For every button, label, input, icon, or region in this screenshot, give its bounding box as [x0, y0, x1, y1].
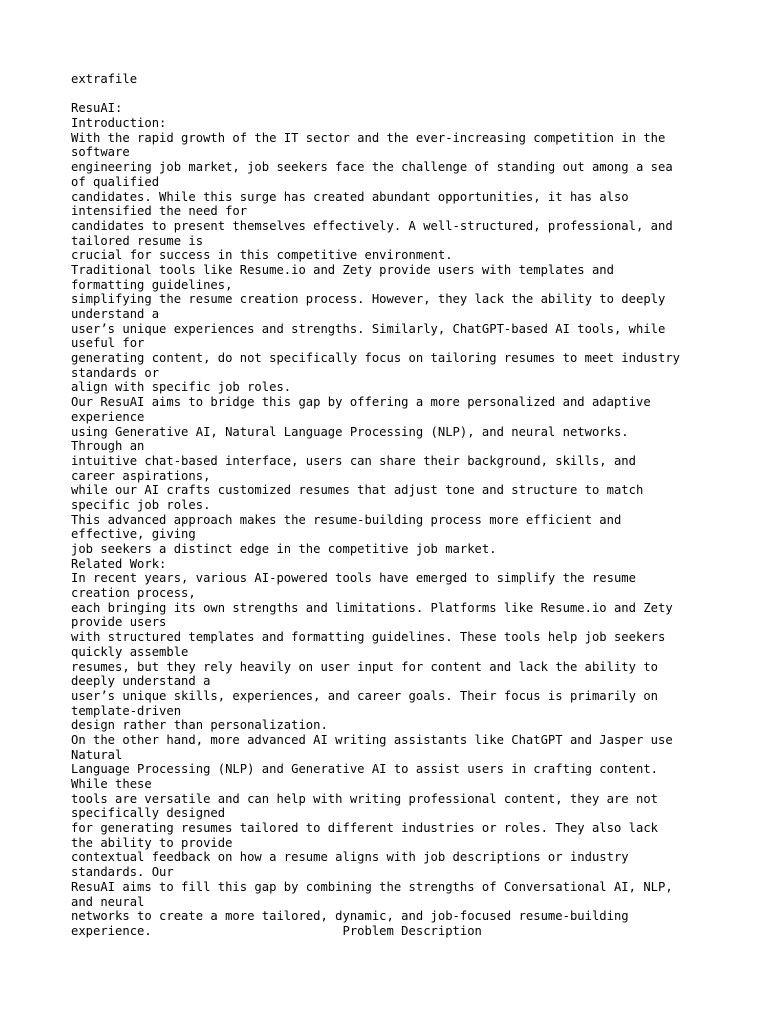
text-line: tools are versatile and can help with writing professional content, they are not [71, 791, 658, 806]
text-line: and neural [71, 894, 145, 909]
text-line: quickly assemble [71, 644, 189, 659]
text-line: for generating resumes tailored to different industries or roles. They also lack [71, 821, 658, 836]
document-body [71, 72, 711, 939]
text-line: the ability to provide [71, 835, 233, 850]
text-line: formatting guidelines, [71, 277, 233, 292]
text-line: Related Work: [71, 556, 167, 571]
text-line: resumes, but they rely heavily on user input for content and lack the ability to [71, 659, 658, 674]
text-line: specific job roles. [71, 497, 211, 512]
text-line: Introduction: [71, 116, 167, 131]
text-line: using Generative AI, Natural Language Processing (NLP), and neural networks. [71, 424, 629, 439]
text-line: software [71, 145, 130, 160]
text-line: candidates. While this surge has created abundant opportunities, it has also [71, 189, 629, 204]
text-line: ResuAI aims to fill this gap by combining the strengths of Conversational AI, NLP, [71, 879, 673, 894]
text-line: experience. Problem Description [71, 923, 482, 938]
text-line: deeply understand a [71, 674, 211, 689]
text-line: Through an [71, 439, 145, 454]
text-line: design rather than personalization. [71, 718, 328, 733]
text-line: While these [71, 777, 152, 791]
text-line: experience [71, 409, 145, 424]
text-line: This advanced approach makes the resume-building process more efficient and [71, 512, 622, 527]
text-line: effective, giving [71, 527, 196, 542]
text-line: standards or [71, 365, 160, 380]
text-line: job seekers a distinct edge in the competitive job market. [71, 542, 497, 556]
text-line: ResuAI: [71, 101, 123, 116]
text-line: engineering job market, job seekers face the challenge of standing out among a sea [71, 160, 673, 175]
text-line: intuitive chat-based interface, users can share their background, skills, and [71, 453, 636, 468]
text-line: generating content, do not specifically focus on tailoring resumes to meet industry [71, 351, 681, 366]
blank-line [71, 87, 711, 102]
text-line: standards. Our [71, 865, 174, 880]
text-line: tailored resume is [71, 233, 204, 248]
document-lines [71, 101, 711, 938]
text-line: Natural [71, 747, 123, 762]
document-header: extrafile [71, 72, 138, 86]
text-line: template-driven [71, 703, 182, 718]
text-line: Our ResuAI aims to bridge this gap by offering a more personalized and adaptive [71, 395, 651, 410]
text-line: intensified the need for [71, 204, 248, 219]
text-line: useful for [71, 336, 145, 351]
text-line: networks to create a more tailored, dynamic, and job-focused resume-building [71, 909, 629, 924]
text-line: On the other hand, more advanced AI writing assistants like ChatGPT and Jasper use [71, 732, 673, 747]
text-line: align with specific job roles. [71, 380, 292, 395]
text-line: creation process, [71, 586, 196, 601]
text-line: simplifying the resume creation process. However, they lack the ability to deeply [71, 292, 666, 307]
text-line: career aspirations, [71, 468, 211, 483]
text-line: In recent years, various AI-powered tools have emerged to simplify the resume [71, 571, 636, 586]
text-line: each bringing its own strengths and limitations. Platforms like Resume.io and Zety [71, 600, 673, 615]
text-line: while our AI crafts customized resumes that adjust tone and structure to match [71, 483, 644, 498]
text-line: Language Processing (NLP) and Generative AI to assist users in crafting content. [71, 762, 658, 777]
text-line: specifically designed [71, 806, 226, 821]
text-line: crucial for success in this competitive environment. [71, 248, 453, 263]
text-line: candidates to present themselves effectively. A well-structured, professional, and [71, 218, 673, 233]
text-line: provide users [71, 615, 167, 630]
text-line: user’s unique experiences and strengths. Similarly, ChatGPT-based AI tools, while [71, 321, 666, 336]
text-line: user’s unique skills, experiences, and career goals. Their focus is primarily on [71, 688, 658, 703]
text-line: With the rapid growth of the IT sector and the ever-increasing competition in the [71, 130, 666, 145]
text-line: understand a [71, 307, 160, 321]
text-line: of qualified [71, 174, 160, 189]
text-line: Traditional tools like Resume.io and Zety provide users with templates and [71, 262, 614, 277]
text-line: contextual feedback on how a resume aligns with job descriptions or industry [71, 850, 629, 865]
text-line: with structured templates and formatting guidelines. These tools help job seekers [71, 630, 666, 645]
